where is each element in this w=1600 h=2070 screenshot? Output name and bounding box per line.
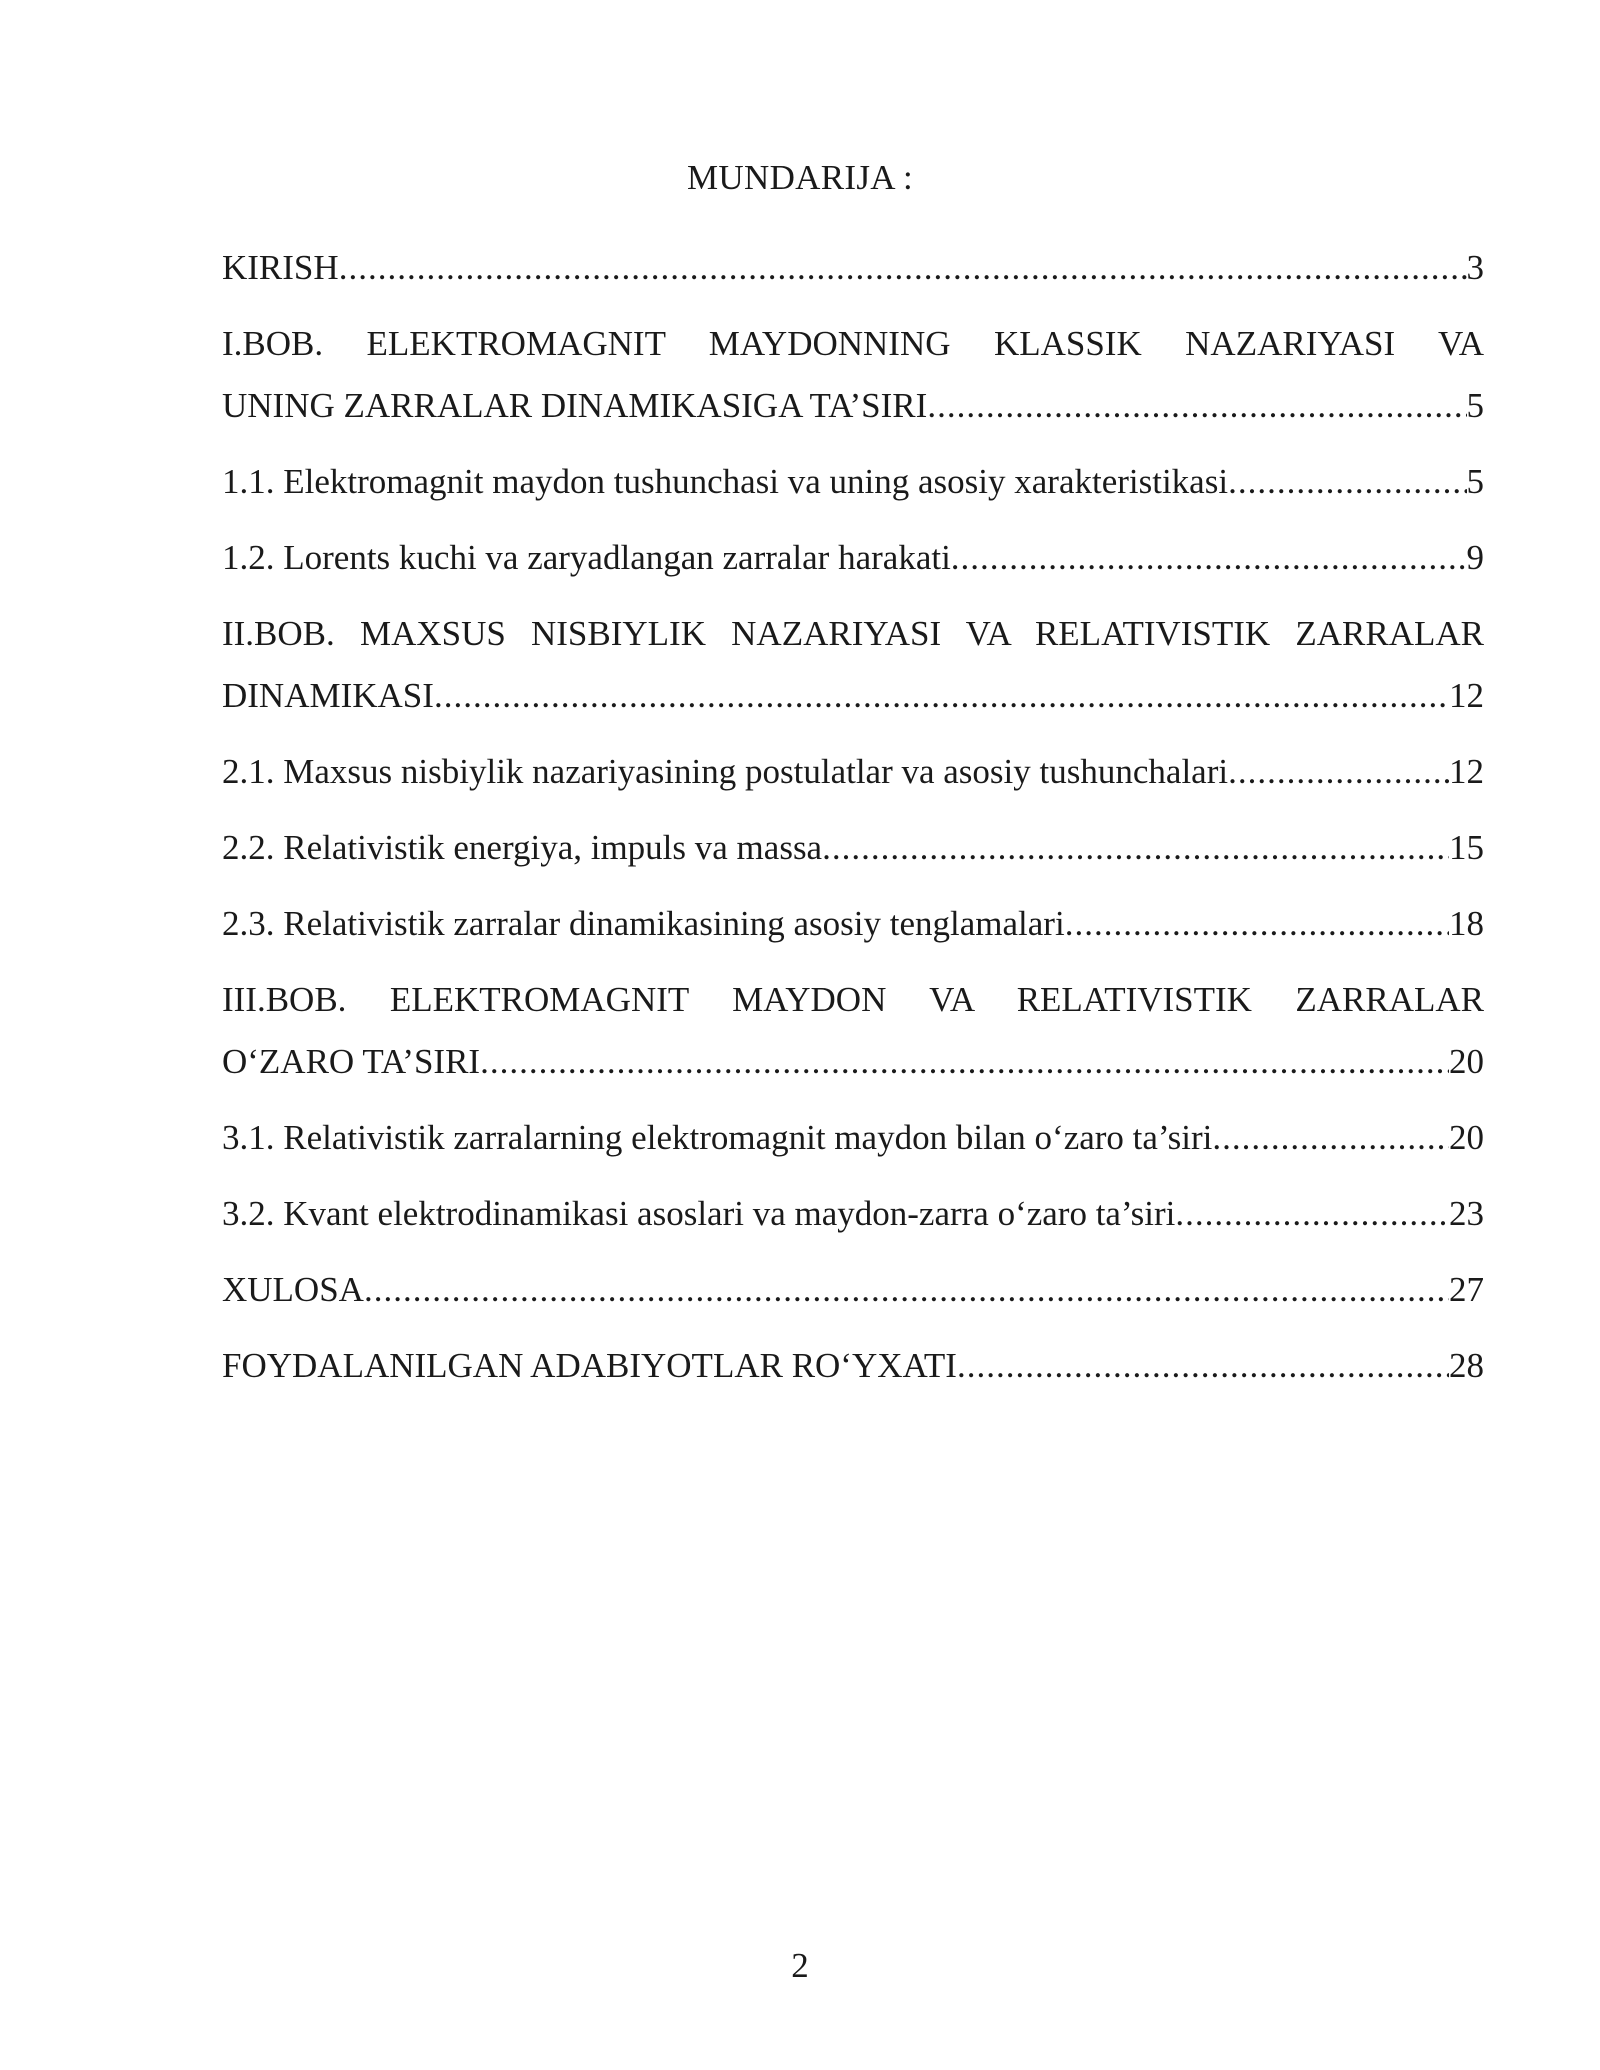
toc-entry-page: 20 (1449, 1042, 1484, 1081)
dot-leader (1228, 741, 1449, 803)
toc-entry-label: KIRISH (222, 248, 339, 287)
toc-entry-section-3-1[interactable] (222, 1107, 1484, 1169)
toc-entry-page: 20 (1449, 1118, 1484, 1157)
toc-entry-label: 1.1. Elektromagnit maydon tushunchasi va uning asosiy xarakteristikasi (222, 462, 1229, 501)
dot-leader (364, 1259, 1449, 1321)
dot-leader (1175, 1183, 1449, 1245)
toc-entry-references[interactable] (222, 1335, 1484, 1397)
toc-entry-section-2-2[interactable] (222, 817, 1484, 879)
toc-entry-kirish[interactable] (222, 237, 1484, 299)
toc-entry-page: 27 (1449, 1270, 1484, 1309)
toc-entry-section-2-1[interactable] (222, 741, 1484, 803)
toc-entry-page: 9 (1466, 538, 1484, 577)
dot-leader (1212, 1107, 1449, 1169)
toc-entry-chapter-3[interactable] (222, 969, 1484, 1093)
toc-entry-section-1-2[interactable] (222, 527, 1484, 589)
page-title: MUNDARIJA : (687, 158, 913, 197)
dot-leader (434, 665, 1449, 727)
toc-entry-page: 28 (1449, 1346, 1484, 1385)
dot-leader (1228, 451, 1466, 513)
toc-entry-label: 2.3. Relativistik zarralar dinamikasining asosiy tenglamalari (222, 904, 1065, 943)
toc-entry-page: 18 (1449, 904, 1484, 943)
toc-entry-section-3-2[interactable] (222, 1183, 1484, 1245)
toc-entry-section-1-1[interactable] (222, 451, 1484, 513)
toc-entry-heading-line: II.BOB. MAXSUS NISBIYLIK NAZARIYASI VA RELATIVISTIK ZARRALAR (222, 614, 1484, 653)
toc-entry-page: 12 (1449, 752, 1484, 791)
toc-entry-label: 3.1. Relativistik zarralarning elektromagnit maydon bilan o‘zaro ta’siri (222, 1118, 1213, 1157)
toc-entry-page: 5 (1466, 462, 1484, 501)
toc-entry-heading-line: III.BOB. ELEKTROMAGNIT MAYDON VA RELATIVISTIK ZARRALAR (222, 980, 1484, 1019)
toc-entry-label: 2.1. Maxsus nisbiylik nazariyasining postulatlar va asosiy tushunchalari (222, 752, 1229, 791)
toc-entry-label: DINAMIKASI (222, 676, 434, 715)
dot-leader (480, 1031, 1449, 1093)
toc-entry-page: 12 (1449, 676, 1484, 715)
dot-leader (957, 1335, 1449, 1397)
toc-entry-section-2-3[interactable] (222, 893, 1484, 955)
toc-entry-conclusion[interactable] (222, 1259, 1484, 1321)
toc-entry-label: 2.2. Relativistik energiya, impuls va massa (222, 828, 823, 867)
dot-leader (927, 375, 1466, 437)
dot-leader (951, 527, 1467, 589)
toc-entry-label: FOYDALANILGAN ADABIYOTLAR RO‘YXATI (222, 1346, 957, 1385)
dot-leader (822, 817, 1449, 879)
toc-entry-page: 5 (1466, 386, 1484, 425)
toc-entry-label: 3.2. Kvant elektrodinamikasi asoslari va maydon-zarra o‘zaro ta’siri (222, 1194, 1176, 1233)
toc-entry-page: 3 (1466, 248, 1484, 287)
toc-entry-page: 23 (1449, 1194, 1484, 1233)
toc-entry-chapter-1[interactable] (222, 313, 1484, 437)
toc-entry-heading-line: I.BOB. ELEKTROMAGNIT MAYDONNING KLASSIK NAZARIYASI VA (222, 324, 1484, 363)
dot-leader (1065, 893, 1449, 955)
toc-entry-label: XULOSA (222, 1270, 364, 1309)
toc-entry-label: 1.2. Lorents kuchi va zaryadlangan zarralar harakati (222, 538, 951, 577)
toc-entry-label: UNING ZARRALAR DINAMIKASIGA TA’SIRI (222, 386, 928, 425)
page-number: 2 (791, 1946, 809, 1985)
dot-leader (339, 237, 1467, 299)
toc-entry-chapter-2[interactable] (222, 603, 1484, 727)
toc-entry-page: 15 (1449, 828, 1484, 867)
toc-entry-label: O‘ZARO TA’SIRI (222, 1042, 481, 1081)
